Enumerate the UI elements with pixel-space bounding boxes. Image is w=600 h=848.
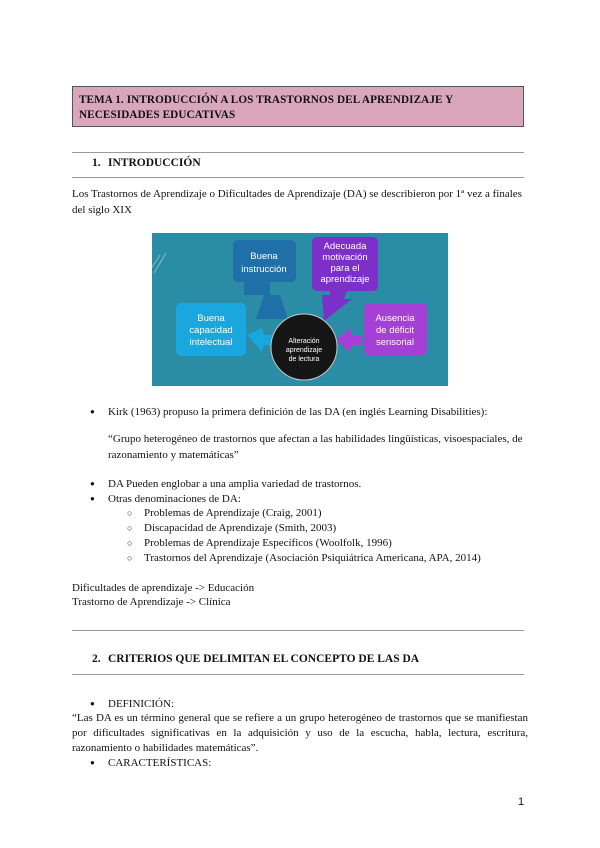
box-tr-line-1: Adecuada [323,241,367,252]
sub-item-text: Discapacidad de Aprendizaje (Smith, 2003) [144,522,337,534]
bullet-caracteristicas [90,755,211,771]
bullet-kirk-text: Kirk (1963) propuso la primera definición de las DA (en inglés Learning Disabilities): [108,406,488,418]
box-tr-line-4: aprendizaje [320,274,370,285]
circle-bullet: ○ [127,538,133,548]
sub-item-text: Problemas de Aprendizaje (Craig, 2001) [144,507,322,519]
box-left-line-3: intelectual [189,337,233,348]
box-right-line-3: sensorial [375,337,415,348]
section-1-title: INTRODUCCIÓN [108,157,201,169]
center-line-1: Alteración [288,338,320,345]
center-line-2: aprendizaje [285,347,323,354]
bullet-denominaciones-text: Otras denominaciones de DA: [108,493,241,505]
mapping-clinica: Trastorno de Aprendizaje -> Clínica [72,596,231,608]
kirk-quote: “Grupo heterogéneo de trastornos que afectan a las habilidades lingüísticas, visoespaciales, de razonamiento y matemáticas” [108,433,523,461]
box-right-line-1: Ausencia [375,313,415,324]
sub-item [127,506,321,521]
divider-bottom-section-2 [72,674,524,675]
circle-bullet: ○ [127,553,133,563]
bullet-definicion-text: DEFINICIÓN: [108,698,174,710]
section-1-number: 1. [92,157,101,169]
title-line-2: NECESIDADES EDUCATIVAS [79,109,236,121]
sub-item [127,551,481,566]
definition-text: “Las DA es un término general que se refiere a un grupo heterogéneo de trastornos que se manifiestan por dificultades significativas en la adquisición y uso de la escucha, habla, lectura, escritura, razonamiento o habilidades matemáticas”. [72,712,528,754]
bullet-caracteristicas-text: CARACTERÍSTICAS: [108,757,212,769]
bullet-dot: ● [90,407,95,416]
circle-bullet: ○ [127,508,133,518]
bullet-denominaciones [90,491,241,507]
box-left-line-2: capacidad [189,325,233,336]
circle-bullet: ○ [127,523,133,533]
page-number: 1 [518,796,525,808]
sub-item-text: Problemas de Aprendizaje Específicos (Woolfolk, 1996) [144,537,392,549]
bullet-variedad [90,476,361,492]
box-tr-line-2: motivación [322,252,368,263]
divider-top-section-2 [72,630,524,631]
sub-item [127,536,392,551]
sub-item-text: Trastornos del Aprendizaje (Asociación Psiquiátrica Americana, APA, 2014) [144,552,481,564]
bullet-dot: ● [90,758,95,767]
section-2-heading [92,653,419,665]
center-line-3: de lectura [288,356,320,363]
section-1-heading [92,157,201,169]
bullet-dot: ● [90,494,95,503]
bullet-dot: ● [90,699,95,708]
sub-item [127,521,336,536]
box-tl-line-1: Buena [250,251,278,262]
bullet-definicion [90,696,174,712]
bullet-variedad-text: DA Pueden englobar a una amplia variedad de trastornos. [108,478,362,490]
box-tr-line-3: para el [330,263,360,274]
box-right-line-2: de déficit [375,325,415,336]
divider-bottom-section-1 [72,177,524,178]
bullet-dot: ● [90,479,95,488]
learning-factors-diagram [152,233,448,386]
bullet-kirk [90,404,487,420]
section-2-number: 2. [92,653,101,665]
section-1-intro: Los Trastornos de Aprendizaje o Dificultades de Aprendizaje (DA) se describieron por 1ª vez a finales del siglo XIX [72,188,522,216]
section-2-title: CRITERIOS QUE DELIMITAN EL CONCEPTO DE LAS DA [108,653,420,665]
box-tl-line-2: instrucción [241,264,287,275]
box-left-line-1: Buena [197,313,225,324]
document-title-box [72,86,524,127]
divider-top-section-1 [72,152,524,153]
mapping-educacion: Dificultades de aprendizaje -> Educación [72,582,255,594]
title-line-1: TEMA 1. INTRODUCCIÓN A LOS TRASTORNOS DEL APRENDIZAJE Y [79,94,454,106]
